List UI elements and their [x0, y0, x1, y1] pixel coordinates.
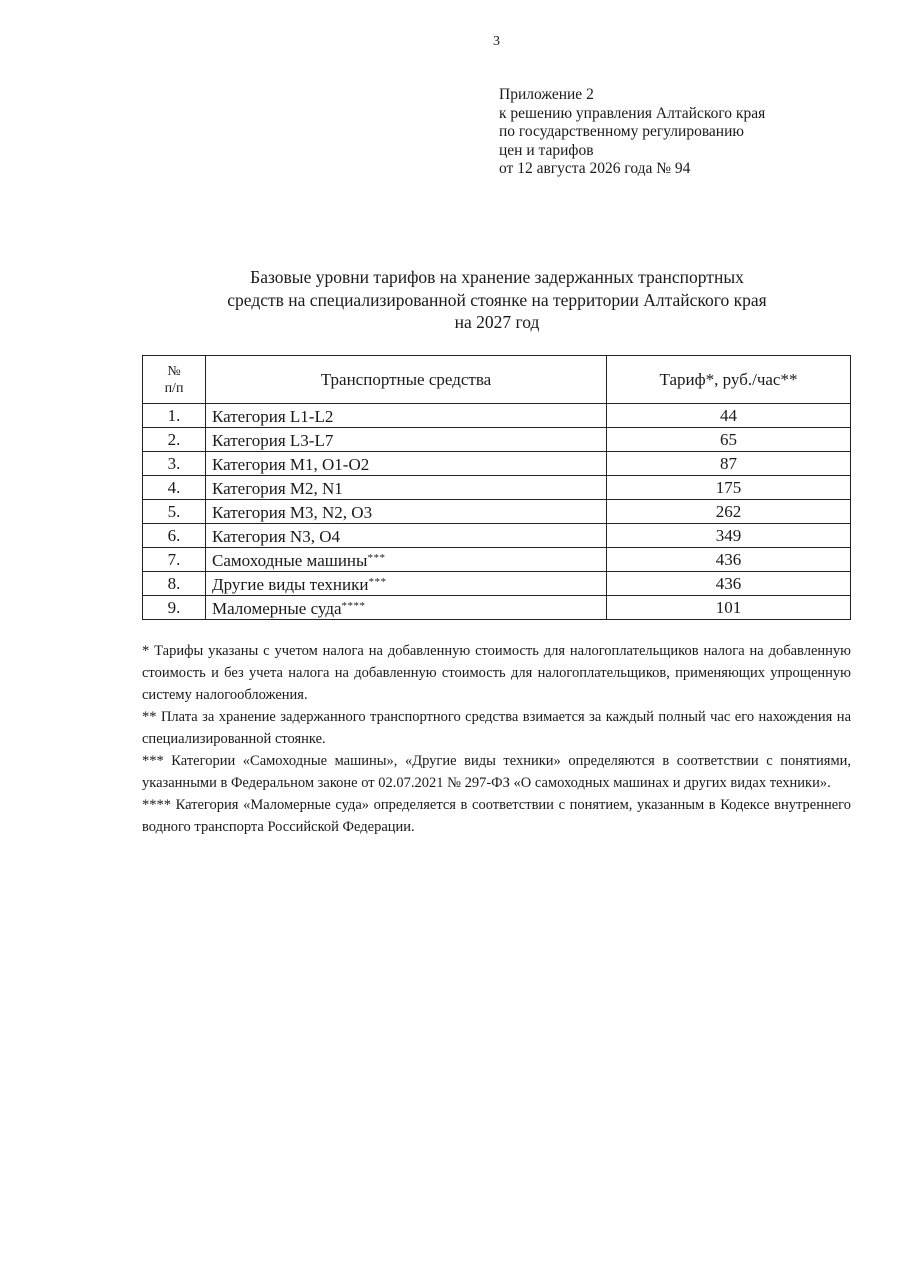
annex-line: цен и тарифов — [499, 141, 594, 159]
annex-line: к решению управления Алтайского края — [499, 104, 766, 122]
row-tariff: 175 — [607, 476, 851, 500]
row-number: 4. — [143, 476, 206, 500]
row-tariff: 101 — [607, 596, 851, 620]
tariff-table — [142, 355, 851, 620]
table-row — [143, 596, 851, 620]
row-vehicle — [206, 404, 607, 428]
table-row — [143, 404, 851, 428]
row-number: 6. — [143, 524, 206, 548]
row-tariff: 349 — [607, 524, 851, 548]
title-line: на 2027 год — [454, 312, 540, 332]
document-title — [140, 266, 854, 334]
vehicle-name: Самоходные машины — [212, 551, 368, 570]
vehicle-name: Категория L3-L7 — [212, 431, 334, 450]
table-row — [143, 524, 851, 548]
header-vehicle: Транспортные средства — [206, 356, 607, 404]
title-line: Базовые уровни тарифов на хранение задержанных транспортных — [250, 267, 744, 287]
vehicle-name: Категория M2, N1 — [212, 479, 343, 498]
title-line: средств на специализированной стоянке на территории Алтайского края — [227, 289, 767, 310]
row-number: 2. — [143, 428, 206, 452]
row-vehicle — [206, 572, 607, 596]
footnote: * Тарифы указаны с учетом налога на добавленную стоимость для налогоплательщиков налога на добавленную стоимость и без учета налога на добавленную стоимость для налогоплательщиков, применяющих упрощенную систему налогообложения. — [142, 643, 851, 703]
table-row — [143, 452, 851, 476]
row-number: 9. — [143, 596, 206, 620]
row-tariff: 436 — [607, 548, 851, 572]
header-number-line1: № — [167, 363, 181, 379]
table-row — [143, 428, 851, 452]
row-vehicle — [206, 548, 607, 572]
row-number: 8. — [143, 572, 206, 596]
vehicle-name: Другие виды техники — [212, 575, 369, 594]
footnote-mark: *** — [368, 576, 387, 588]
row-tariff: 87 — [607, 452, 851, 476]
footnote-mark: **** — [341, 600, 366, 612]
vehicle-name: Категория N3, O4 — [212, 527, 340, 546]
vehicle-name: Маломерные суда — [212, 599, 342, 618]
annex-line: по государственному регулированию — [499, 123, 744, 140]
row-tariff: 44 — [607, 404, 851, 428]
vehicle-name: Категория M3, N2, O3 — [212, 503, 373, 522]
footnote: ** Плата за хранение задержанного транспортного средства взимается за каждый полный час его нахождения на специализированной стоянке. — [142, 709, 851, 747]
row-vehicle — [206, 452, 607, 476]
table-row — [143, 548, 851, 572]
annex-line: от 12 августа 2026 года № 94 — [499, 160, 691, 177]
row-number: 3. — [143, 452, 206, 476]
footnote: **** Категория «Маломерные суда» определяется в соответствии с понятием, указанным в Кодексе внутреннего водного транспорта Российской Федерации. — [142, 797, 851, 835]
row-vehicle — [206, 596, 607, 620]
row-vehicle — [206, 500, 607, 524]
row-vehicle — [206, 476, 607, 500]
row-tariff: 262 — [607, 500, 851, 524]
footnotes — [142, 640, 851, 838]
table-row — [143, 500, 851, 524]
row-tariff: 65 — [607, 428, 851, 452]
vehicle-name: Категория L1-L2 — [212, 407, 334, 426]
row-number: 5. — [143, 500, 206, 524]
footnote: *** Категории «Самоходные машины», «Другие виды техники» определяются в соответствии с понятиями, указанными в Федеральном законе от 02.07.2021 № 297-ФЗ «О самоходных машинах и других видах техники». — [142, 753, 851, 791]
table-row — [143, 572, 851, 596]
row-vehicle — [206, 524, 607, 548]
table-header-row — [143, 356, 851, 404]
annex-header — [499, 86, 765, 179]
table-row — [143, 476, 851, 500]
footnote-mark: *** — [367, 552, 386, 564]
vehicle-name: Категория M1, O1-O2 — [212, 455, 370, 474]
page-number: 3 — [493, 34, 500, 49]
header-number — [143, 356, 206, 404]
row-number: 1. — [143, 404, 206, 428]
annex-line: Приложение 2 — [499, 86, 594, 103]
row-number: 7. — [143, 548, 206, 572]
row-vehicle — [206, 428, 607, 452]
row-tariff: 436 — [607, 572, 851, 596]
header-tariff: Тариф*, руб./час** — [607, 356, 851, 404]
header-number-line2: п/п — [164, 380, 184, 396]
